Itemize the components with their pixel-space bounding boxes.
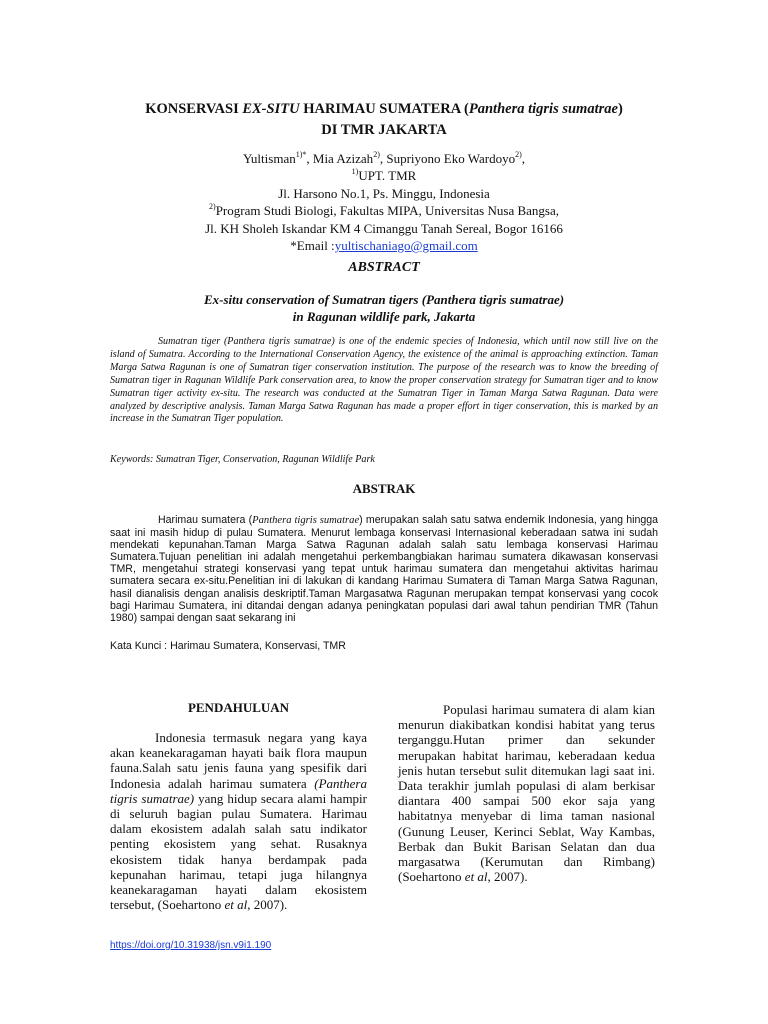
intro-paragraph-left [110,730,367,912]
intro-column-left [110,730,367,912]
intro-right-end: , 2007). [487,869,528,885]
author-3: , Supriyono Eko Wardoyo [379,151,516,166]
intro-left-end: , 2007). [247,897,288,913]
intro-left-etal: et al [224,897,248,913]
abstract-keywords: Keywords: Sumatran Tiger, Conservation, Ragunan Wildlife Park [110,454,375,465]
affiliation-2-address: Jl. KH Sholeh Iskandar KM 4 Cimanggu Tanah Sereal, Bogor 16166 [205,220,563,236]
abstrak-body [110,514,658,624]
title-italic-exsitu: EX-SITU [242,101,300,117]
intro-column-right [398,702,655,884]
intro-right-etal: et al [464,869,488,885]
intro-heading: PENDAHULUAN [187,700,290,715]
intro-paragraph-right [398,702,655,884]
abstract-heading: ABSTRACT [348,260,420,275]
author-list [80,150,688,167]
author-1-sup: 1)* [295,150,307,159]
authors-block [80,150,688,254]
aff1-sup: 1) [351,167,359,177]
intro-left-species: (Panthera tigris sumatrae) [110,775,367,806]
abstrak-body-start: Harimau sumatera ( [158,514,253,526]
intro-left-mid: yang hidup secara alami hampir di seluruh bagian pulau Sumatera. Harimau dalam ekosistem adalah salah satu indikator penting ekosistem yang sehat. Rusaknya ekosistem tidak hanya berdampak pada kepunahan harimau, tetapi juga hilangnya keanekaragaman hayati dalam ekosistem tersebut, (Soehartono [110,790,367,913]
author-1: Yultisman [242,151,296,166]
abstrak-keywords: Kata Kunci : Harimau Sumatera, Konservasi, TMR [110,640,346,652]
intro-left-start: Indonesia termasuk negara yang kaya akan keanekaragaman hayati baik flora maupun fauna.Salah satu jenis fauna yang spesifik dari Indonesia adalah harimau sumatera [110,730,367,791]
affiliation-1-address: Jl. Harsono No.1, Ps. Minggu, Indonesia [278,185,490,201]
affiliation-1 [80,167,688,184]
abstract-subtitle-line1: Ex-situ conservation of Sumatran tigers (Panthera tigris sumatrae) [203,292,565,307]
title-prefix: KONSERVASI [145,101,243,117]
author-3-sup: 2) [515,150,522,159]
abstrak-heading: ABSTRAK [352,481,416,496]
title-suffix: ) [617,101,623,117]
paper-title [80,99,688,141]
title-mid: HARIMAU SUMATERA ( [299,101,469,117]
abstrak-species: Panthera tigris sumatrae [252,515,360,526]
abstract-subtitle-line2: in Ragunan wildlife park, Jakarta [292,309,476,324]
author-2: , Mia Azizah [306,151,374,166]
email-link[interactable]: yultischaniago@gmail.com [334,238,478,254]
email-line [80,237,688,254]
abstract-body: Sumatran tiger (Panthera tigris sumatrae) is one of the endemic species of Indonesia, which until now still live on the island of Sumatra. According to the International Conservation Agency, the existence of the animal is approaching extinction. Taman Marga Satwa Ragunan is one of Sumatran tiger conservation institution. The purpose of the research was to know the breeding of Sumatran tiger in Ragunan Wildlife Park conservation area, to know the proper conservation strategy for Sumatran tiger and to know Sumatran tiger activity ex-situ. The research was conducted at the Sumatran Tiger in Taman Marga Satwa Ragunan. Data were analyzed by descriptive analysis. Taman Marga Satwa Ragunan has made a proper effort in tiger conservation, this is marked by an increase in the Sumatran Tiger population. [110,336,658,425]
aff2-sup: 2) [209,202,216,212]
title-species: Panthera tigris sumatrae [468,101,618,117]
aff1-name: UPT. TMR [358,168,417,184]
email-label: *Email : [290,238,335,254]
abstrak-body-rest: ) merupakan salah satu satwa endemik Indonesia, yang hingga saat ini masih hidup di pulau Sumatera. Menurut lembaga konservasi Internasional keberadaan satwa ini sudah mendekati kepunahan.Taman Marga Satwa Ragunan adalah salah satu lembaga konservasi Harimau Sumatera.Tujuan penelitian ini adalah mengetahui perkembangbiakan harimau sumatera dikawasan konservasi TMR, mengetahui strategi konservasi yang tepat untuk harimau sumatera dan mengetahui aktivitas harimau sumatera secara ex-situ.Penelitian ini di lakukan di kandang Harimau Sumatera di Taman Marga Satwa Ragunan, hasil dianalisis dengan analisis deskriptif.Taman Margasatwa Ragunan merupakan tempat konservasi yang cocok bagi Harimau Sumatera, ini ditandai dengan adanya peningkatan populasi dari awal tahun pendirian TMR (Tahun 1980) sampai dengan saat sekarang ini [110,514,659,624]
affiliation-2 [80,202,688,219]
aff2-name: Program Studi Biologi, Fakultas MIPA, Universitas Nusa Bangsa, [215,203,559,219]
title-line2: DI TMR JAKARTA [321,122,447,138]
intro-right-start: Populasi harimau sumatera di alam kian menurun diakibatkan kondisi habitat yang terus terganggu.Hutan primer dan sekunder merupakan habitat harimau, keberadaan kedua jenis hutan tersebut sulit ditemukan lagi saat ini. Data terakhir jumlah populasi di alam berkisar diantara 400 sampai 500 ekor saja yang habitatnya menyebar di lima taman nasional (Gunung Leuser, Kerinci Seblat, Way Kambas, Berbak dan Bukit Barisan Selatan dan dua margasatwa (Kerumutan dan Rimbang) (Soehartono [398,702,655,885]
author-list-end: , [521,151,525,166]
abstract-subtitle [80,291,688,325]
doi-link[interactable]: https://doi.org/10.31938/jsn.v9i1.190 [110,940,272,951]
author-2-sup: 2) [373,150,380,159]
